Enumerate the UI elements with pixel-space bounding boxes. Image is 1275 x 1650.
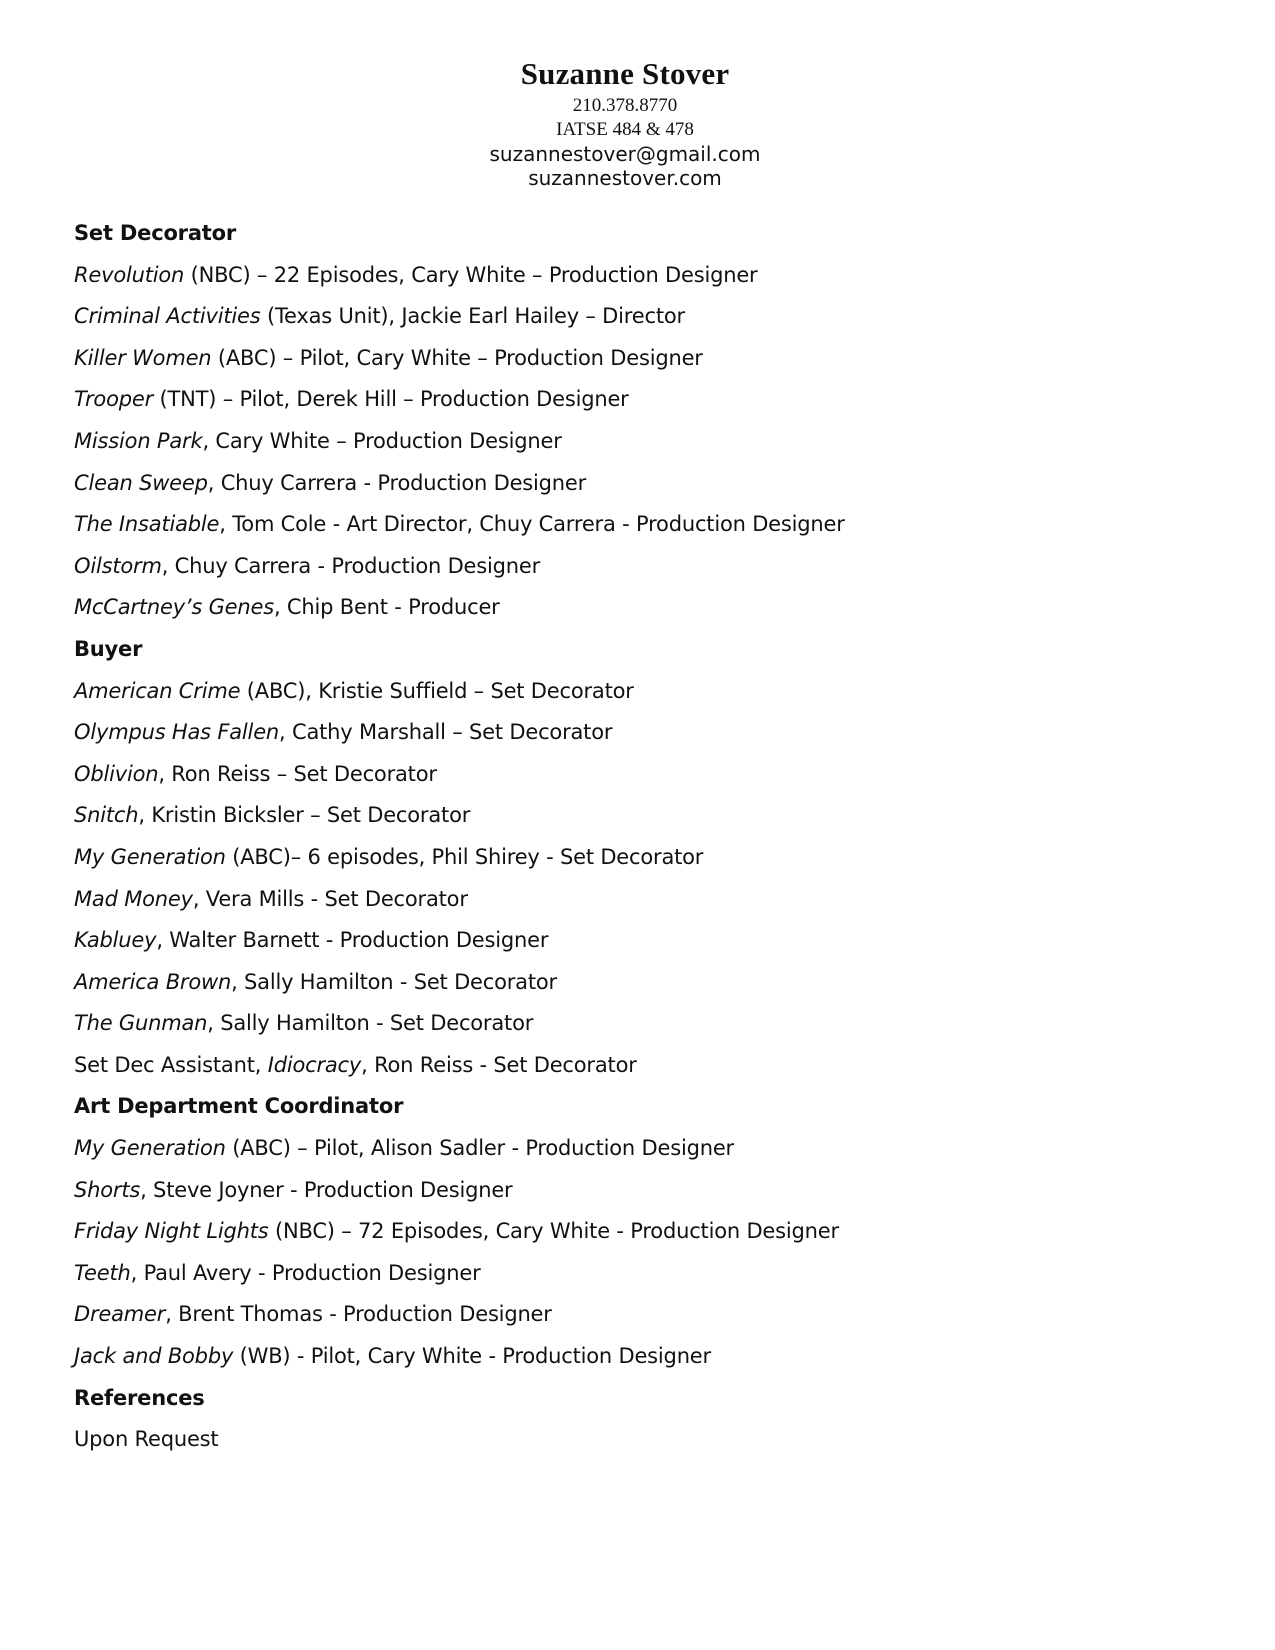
credit-title: American Crime (74, 678, 241, 703)
credit-entry (74, 712, 1224, 754)
phone-number: 210.378.8770 (572, 95, 678, 116)
credit-title: Trooper (74, 387, 154, 412)
credit-details: , Kristin Bicksler – Set Decorator (138, 803, 471, 828)
credit-entry (74, 1003, 1224, 1045)
credit-title: My Generation (74, 1136, 226, 1161)
credit-title: America Brown (74, 969, 232, 994)
email-address: suzannestover@gmail.com (489, 142, 761, 166)
section-heading-references: References (74, 1385, 205, 1410)
credit-title: Jack and Bobby (74, 1344, 234, 1369)
credit-details: , Chuy Carrera - Production Designer (161, 553, 541, 578)
credit-entry (74, 1211, 1224, 1253)
credit-details: , Vera Mills - Set Decorator (192, 886, 468, 911)
credit-title: Shorts (74, 1177, 141, 1202)
credit-details: (ABC), Kristie Suffield – Set Decorator (240, 678, 634, 703)
credit-details: , Chuy Carrera - Production Designer (207, 470, 587, 495)
credit-details: , Sally Hamilton - Set Decorator (207, 1011, 534, 1036)
section-heading-art-department: Art Department Coordinator (74, 1094, 404, 1119)
resume-body (74, 213, 1224, 1461)
credit-details: , Walter Barnett - Production Designer (156, 928, 549, 953)
credit-entry (74, 962, 1224, 1004)
credit-entry-assistant (74, 1045, 1224, 1087)
credit-title: Revolution (74, 262, 185, 287)
credit-details: , Ron Reiss - Set Decorator (361, 1052, 637, 1077)
section-heading-set-decorator: Set Decorator (74, 221, 237, 245)
credit-details: (NBC) – 72 Episodes, Cary White - Production Designer (268, 1219, 839, 1244)
credit-details: (Texas Unit), Jackie Earl Hailey – Director (260, 304, 685, 329)
credit-title: Mad Money (74, 886, 193, 911)
credit-title: Kabluey (74, 928, 157, 953)
credit-entry (74, 1253, 1224, 1295)
credit-title: Criminal Activities (74, 304, 261, 329)
credit-details: , Cary White – Production Designer (202, 428, 562, 453)
credit-entry (74, 504, 1224, 546)
credit-title: Clean Sweep (74, 470, 208, 495)
resume-header (0, 54, 1250, 190)
credit-entry (74, 1336, 1224, 1378)
credit-details: (ABC)– 6 episodes, Phil Shirey - Set Decorator (225, 844, 704, 869)
credit-details: (NBC) – 22 Episodes, Cary White – Production Designer (184, 262, 758, 287)
section-heading-buyer: Buyer (74, 636, 143, 661)
credit-entry (74, 1170, 1224, 1212)
credit-details: , Sally Hamilton - Set Decorator (231, 969, 557, 994)
credit-entry (74, 1294, 1224, 1336)
credit-entry (74, 296, 1224, 338)
credit-entry (74, 421, 1224, 463)
credit-entry (74, 546, 1224, 588)
website-url: suzannestover.com (528, 166, 722, 190)
credit-title: My Generation (74, 844, 226, 869)
credit-title: Snitch (74, 803, 139, 828)
credit-entry (74, 879, 1224, 921)
credit-details: , Tom Cole - Art Director, Chuy Carrera - Production Designer (219, 512, 845, 537)
credit-details: (ABC) – Pilot, Alison Sadler - Production Designer (225, 1136, 734, 1161)
credit-role-prefix: Set Dec Assistant, (74, 1052, 268, 1077)
credit-title: The Insatiable (74, 512, 220, 537)
credit-entry (74, 671, 1224, 713)
credit-details: , Paul Avery - Production Designer (130, 1260, 481, 1285)
credit-entry (74, 338, 1224, 380)
credit-title: Killer Women (74, 345, 212, 370)
credit-entry (74, 795, 1224, 837)
credit-title: Teeth (74, 1260, 131, 1285)
credit-details: (ABC) – Pilot, Cary White – Production Designer (211, 345, 703, 370)
union-affiliation: IATSE 484 & 478 (556, 119, 694, 140)
credit-entry (74, 1128, 1224, 1170)
credit-title: Oblivion (74, 761, 159, 786)
credit-title: Mission Park (74, 428, 203, 453)
credit-details: , Chip Bent - Producer (273, 595, 500, 620)
credit-title: Idiocracy (267, 1052, 362, 1077)
credit-entry (74, 463, 1224, 505)
credit-entry (74, 754, 1224, 796)
credit-title: Friday Night Lights (74, 1219, 269, 1244)
credit-title: Olympus Has Fallen (74, 720, 280, 745)
credit-entry (74, 837, 1224, 879)
credit-details: (TNT) – Pilot, Derek Hill – Production Designer (153, 387, 629, 412)
credit-title: Dreamer (74, 1302, 166, 1327)
credit-entry (74, 379, 1224, 421)
credit-entry (74, 587, 1224, 629)
references-text: Upon Request (74, 1427, 219, 1452)
credit-entry (74, 920, 1224, 962)
credit-title: McCartney’s Genes (74, 595, 274, 620)
credit-details: , Ron Reiss – Set Decorator (158, 761, 437, 786)
credit-details: , Steve Joyner - Production Designer (140, 1177, 513, 1202)
credit-title: Oilstorm (74, 553, 162, 578)
credit-entry (74, 255, 1224, 297)
credit-title: The Gunman (74, 1011, 208, 1036)
applicant-name: Suzanne Stover (520, 56, 730, 91)
credit-details: (WB) - Pilot, Cary White - Production Designer (233, 1344, 711, 1369)
credit-details: , Brent Thomas - Production Designer (165, 1302, 552, 1327)
credit-details: , Cathy Marshall – Set Decorator (279, 720, 613, 745)
